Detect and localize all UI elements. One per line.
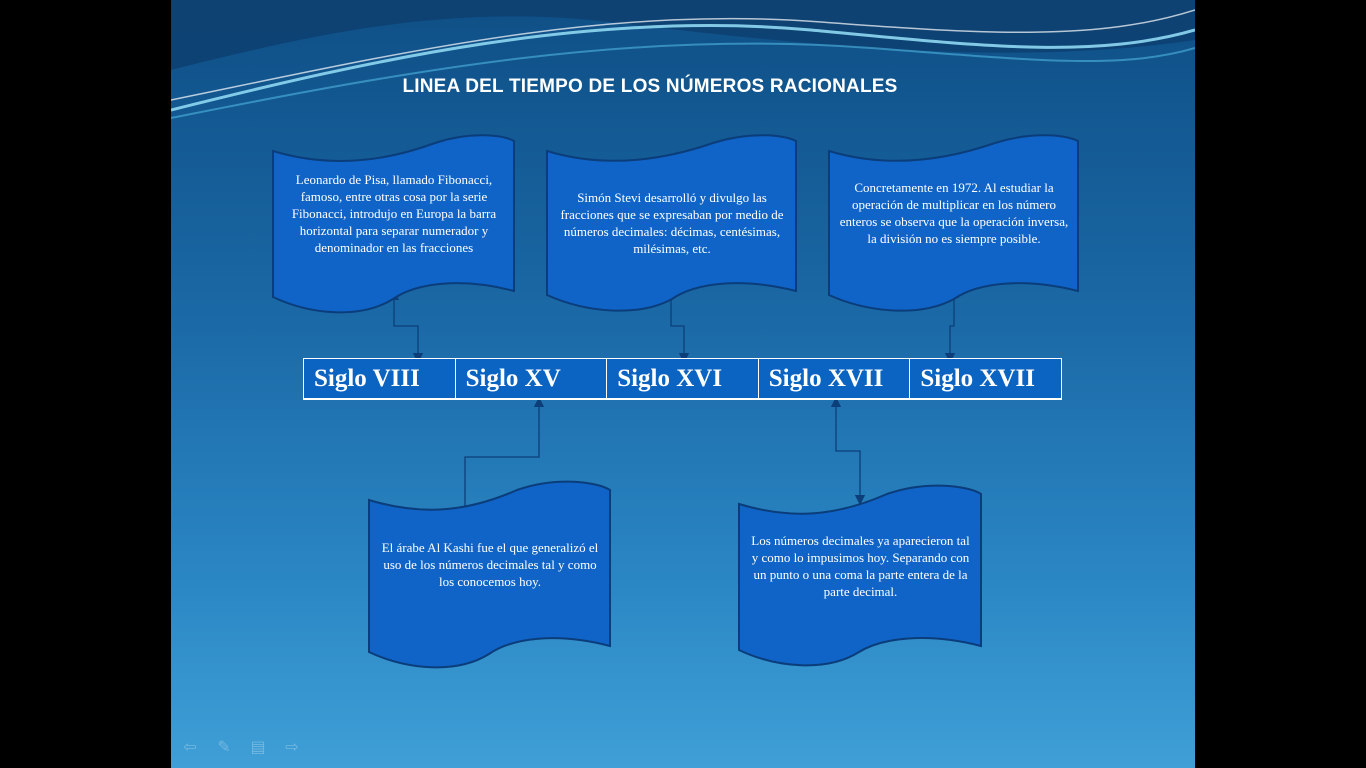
timeline-cell: Siglo XVII bbox=[920, 365, 1035, 392]
page-title: LINEA DEL TIEMPO DE LOS NÚMEROS RACIONALES bbox=[402, 76, 898, 97]
timeline-cell: Siglo XV bbox=[456, 359, 608, 398]
note-text: Simón Stevi desarrolló y divulgo las fracciones que se expresaban por medio de números decimales: décimas, centésimas, milésimas, etc. bbox=[560, 190, 784, 256]
timeline-cell: Siglo VIII bbox=[304, 359, 456, 398]
note-text: El árabe Al Kashi fue el que generalizó el uso de los números decimales tal y como los conocemos hoy. bbox=[381, 540, 599, 589]
slideshow-nav bbox=[179, 738, 303, 756]
timeline-cell: Siglo XVII bbox=[759, 359, 911, 398]
note-text: Concretamente en 1972. Al estudiar la operación de multiplicar en los número enteros se observa que la operación inversa, la división no es siempre posible. bbox=[839, 180, 1069, 246]
note-text: Leonardo de Pisa, llamado Fibonacci, famoso, entre otras cosa por la serie Fibonacci, introdujo en Europa la barra horizontal para separar numerador y denominador en las fracciones bbox=[291, 172, 497, 255]
back-arrow-icon[interactable]: ⇦ bbox=[183, 737, 197, 756]
note-fibonacci bbox=[271, 133, 517, 315]
note-division bbox=[827, 133, 1081, 313]
timeline-bar bbox=[303, 358, 1062, 400]
timeline-cell: Siglo XVI bbox=[607, 359, 759, 398]
note-text: Los números decimales ya aparecieron tal y como lo impusimos hoy. Separando con un punto o una coma la parte entera de la parte decimal. bbox=[751, 533, 970, 599]
menu-icon[interactable]: ▤ bbox=[250, 737, 266, 756]
forward-arrow-icon[interactable]: ⇨ bbox=[285, 737, 299, 756]
note-stevin bbox=[545, 133, 799, 313]
note-decimals bbox=[737, 484, 984, 668]
pen-icon[interactable]: ✎ bbox=[217, 737, 231, 756]
note-al-kashi bbox=[367, 480, 613, 670]
slide bbox=[171, 0, 1195, 768]
